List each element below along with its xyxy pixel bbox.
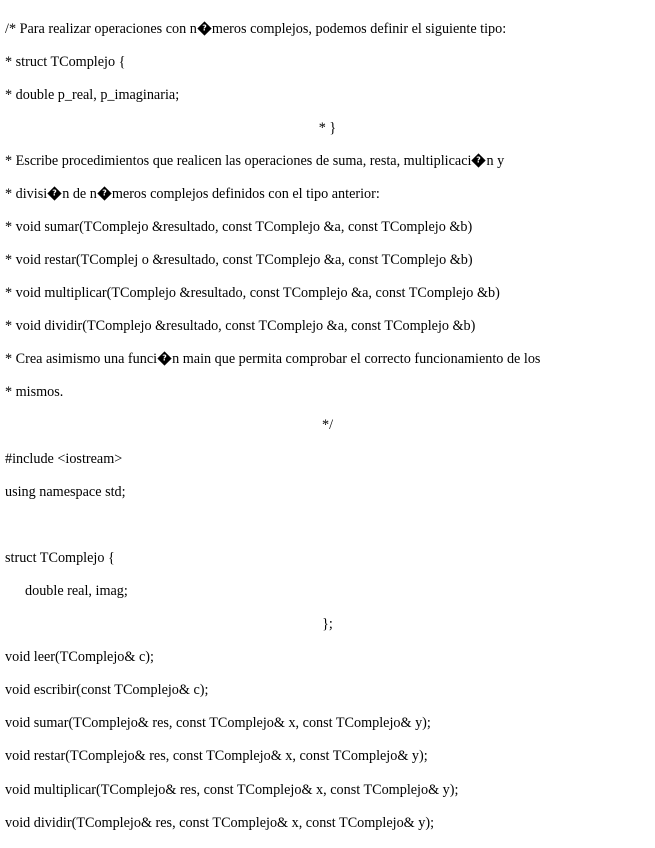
code-line: void leer(TComplejo& c);: [5, 649, 154, 665]
code-line: };: [322, 616, 333, 632]
code-line: void sumar(TComplejo& res, const TComplejo& x, const TComplejo& y);: [5, 715, 431, 731]
code-line: * double p_real, p_imaginaria;: [5, 87, 180, 103]
code-line: * }: [318, 120, 337, 136]
code-line: void escribir(const TComplejo& c);: [5, 682, 209, 698]
code-line: using namespace std;: [5, 484, 126, 500]
replacement-char-icon: [97, 186, 111, 200]
code-line: #include <iostream>: [5, 451, 123, 467]
code-line: struct TComplejo {: [5, 550, 115, 566]
code-line: double real, imag;: [25, 583, 128, 599]
code-line: * void restar(TComplej o &resultado, const TComplejo &a, const TComplejo &b): [5, 252, 473, 268]
code-line: void multiplicar(TComplejo& res, const TComplejo& x, const TComplejo& y);: [5, 782, 459, 798]
replacement-char-icon: [197, 21, 211, 35]
code-line: /* Para realizar operaciones con n ? meros complejos, podemos definir el siguiente tipo:: [5, 19, 506, 39]
code-line: * struct TComplejo {: [5, 54, 126, 70]
code-line: * void sumar(TComplejo &resultado, const TComplejo &a, const TComplejo &b): [5, 219, 473, 235]
code-line: * mismos.: [5, 384, 64, 400]
code-line: * Crea asimismo una funci ? n main que permita comprobar el correcto funcionamiento de los: [5, 349, 540, 369]
code-line: * void dividir(TComplejo &resultado, const TComplejo &a, const TComplejo &b): [5, 318, 476, 334]
code-line: void restar(TComplejo& res, const TComplejo& x, const TComplejo& y);: [5, 748, 428, 764]
code-line: void dividir(TComplejo& res, const TComplejo& x, const TComplejo& y);: [5, 815, 435, 831]
replacement-char-icon: [48, 186, 62, 200]
replacement-char-icon: [472, 153, 486, 167]
replacement-char-icon: [157, 351, 171, 365]
code-line: * Escribe procedimientos que realicen las operaciones de suma, resta, multiplicaci ? n y: [5, 151, 504, 171]
code-line: * divisi ? n de n ? meros complejos definidos con el tipo anterior:: [5, 184, 380, 204]
code-line: * void multiplicar(TComplejo &resultado, const TComplejo &a, const TComplejo &b): [5, 285, 500, 301]
code-line: */: [321, 417, 334, 433]
